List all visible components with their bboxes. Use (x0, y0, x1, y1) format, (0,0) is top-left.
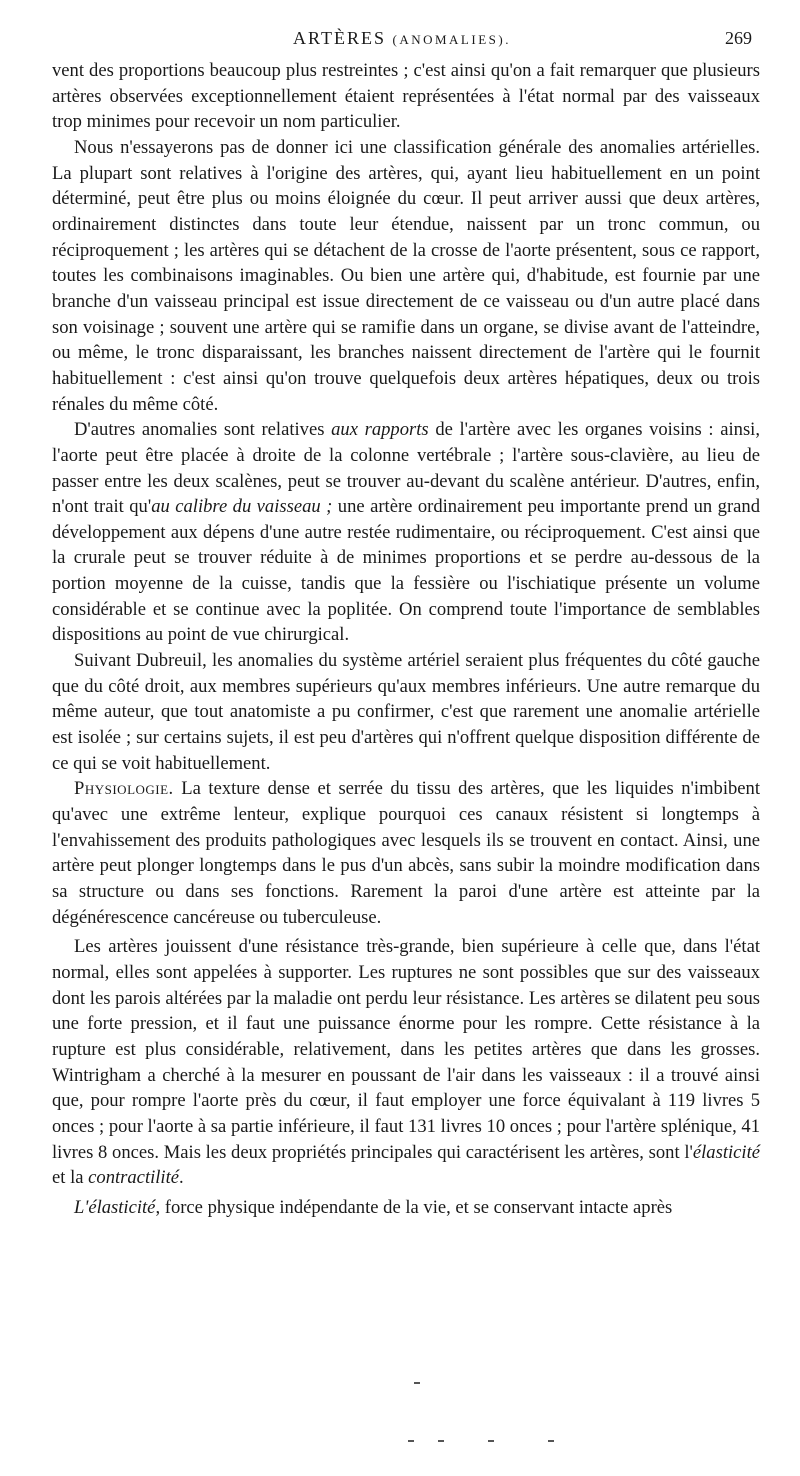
paragraph-physiologie-text: La texture dense et serrée du tissu des artères, que les liquides n'imbibent qu'avec une extrême lenteur, explique pourquoi ces canaux résistent si longtemps à l'envahissement des produits pathologiques avec lesquels ils se trouvent en contact. Ainsi, une artère peut plonger longtemps dans le pus d'un abcès, sans subir la moindre modification dans sa structure ou dans ses fonctions. Rarement la paroi d'une artère est atteinte par la dégénérescence cancéreuse ou tuberculeuse. (52, 778, 761, 928)
page-header (52, 28, 752, 54)
paragraph-resistance (52, 934, 760, 1191)
paragraph-classification: Nous n'essayerons pas de donner ici une classification générale des anomalies artérielles. La plupart sont relatives à l'origine des artères, qui, ayant lieu habituellement en un point déterminé, peut être plus ou moins éloignée du cœur. Il peut arriver aussi que deux artères, ordinairement distinctes dans toute leur étendue, naissent par un tronc commun, ou réciproquement ; les artères qui se détachent de la crosse de l'aorte présentent, sous ce rapport, toutes les combinaisons imaginables. Ou bien une artère qui, d'habitude, est fournie par une branche d'un vaisseau principal est issue directement de ce vaisseau ou d'un autre placé dans son voisinage ; souvent une artère qui se ramifie dans un organe, se divise avant de l'atteindre, ou même, le tronc disparaissant, les branches naissent directement de l'artère qui le fournit habituellement : c'est ainsi qu'on trouve quelquefois deux artères hépatiques, deux ou trois rénales du même côté. (52, 136, 760, 415)
emphasis-au-calibre: au calibre du vaisseau ; (151, 496, 333, 518)
paragraph-continuation: vent des proportions beaucoup plus restreintes ; c'est ainsi qu'on a fait remarquer que plusieurs artères observées exceptionnellement étaient représentées à l'état normal par des vaisseaux trop minimes pour recevoir un nom particulier. (52, 60, 760, 133)
paragraph-rapports-text-2: de l'artère avec les organes voisins : ainsi, l'aorte peut être placée à droite de la colonne vertébrale ; l'artère sous-clavière, au lieu de passer entre les deux scalènes, peut se trouver au-devant du scalène antérieur. D'autres, enfin, n'ont trait qu' (52, 419, 760, 518)
footer-marks (0, 1372, 800, 1452)
emphasis-l-elasticite: L'élasticité (74, 1196, 156, 1218)
page-body (52, 58, 760, 1221)
paragraph-dubreuil: Suivant Dubreuil, les anomalies du système artériel seraient plus fréquentes du côté gauche que du côté droit, aux membres supérieurs qu'aux membres inférieurs. Une autre remarque du même auteur, que tout anatomiste a pu confirmer, c'est que rarement une anomalie artérielle est isolée ; sur certains sujets, il est peu d'artères qui n'offrent quelque disposition différente de ce qui se voit habituellement. (52, 650, 760, 774)
footer-mark (408, 1440, 414, 1442)
paragraph-rapports (52, 417, 760, 648)
paragraph-elasticite-comma: , (155, 1196, 165, 1218)
footer-mark (438, 1440, 444, 1442)
paragraph-elasticite (52, 1195, 760, 1221)
footer-mark (548, 1440, 554, 1442)
paragraph-rapports-text-3: une artère ordinairement peu importante prend un grand développement aux dépens d'une autre restée rudimentaire, ou réciproquement. C'est ainsi que la crurale peut se trouver réduite à de minimes proportions et se perdre au-dessous de la portion moyenne de la cuisse, tandis que la fessière ou l'ischiatique présente un volume considérable et se continue avec la poplitée. On comprend toute l'importance de semblables dispositions au point de vue chirurgical. (52, 496, 761, 646)
running-title-sub: (ANOMALIES). (392, 32, 511, 47)
page-number: 269 (725, 28, 752, 48)
paragraph-resistance-end: . (179, 1167, 184, 1189)
running-title-main: ARTÈRES (293, 28, 386, 48)
paragraph-physiologie (52, 776, 760, 930)
emphasis-aux-rapports: aux rapports (331, 419, 429, 441)
paragraph-resistance-text: Les artères jouissent d'une résistance très-grande, bien supérieure à celle que, dans l'état normal, elles sont appelées à supporter. Les ruptures ne sont possibles que sur des vaisseaux dont les parois altérées par la maladie ont perdu leur résistance. Les artères se dilatent peu sous une forte pression, et il faut une puissance énorme pour les rompre. Cette résistance à la rupture est plus considérable, relativement, dans les petites artères que dans les grosses. Wintrigham a cherché à la mesurer en poussant de l'air dans les vaisseaux : il a trouvé ainsi que, pour rompre l'aorte près du cœur, il faut employer une force équivalant à 119 livres 5 onces ; pour l'aorte à sa partie inférieure, il faut 131 livres 10 onces ; pour l'artère splénique, 41 livres 8 onces. Mais les deux propriétés principales qui caractérisent les artères, sont l' (52, 936, 760, 1163)
footer-mark (488, 1440, 494, 1442)
paragraph-resistance-joiner: et la (52, 1167, 89, 1189)
running-title (52, 28, 752, 49)
paragraph-elasticite-text: force physique indépendante de la vie, et se conservant intacte après (164, 1196, 673, 1218)
footer-mark (414, 1382, 420, 1384)
paragraph-rapports-text-1: D'autres anomalies sont relatives (74, 419, 332, 441)
emphasis-elasticite: élasticité (692, 1141, 760, 1163)
emphasis-contractilite: contractilité (88, 1167, 180, 1189)
section-label-physiologie: Physiologie. (74, 778, 174, 800)
